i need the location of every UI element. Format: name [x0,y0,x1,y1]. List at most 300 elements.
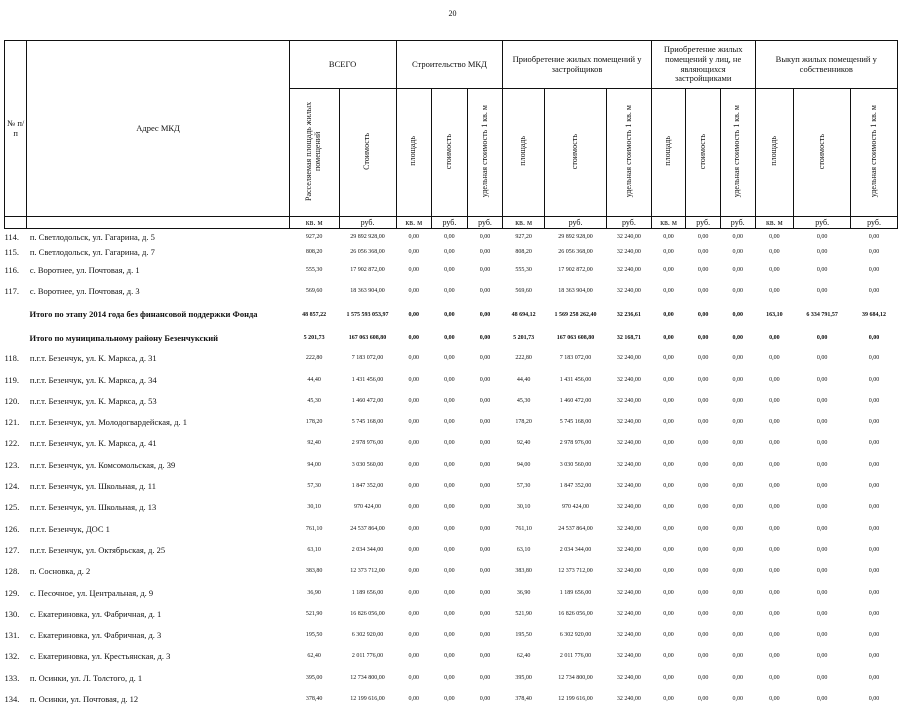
row-value: 63,10 [307,546,321,553]
row-address: с. Екатериновка, ул. Фабричная, д. 3 [29,630,162,641]
row-value: 0,00 [697,504,709,511]
row-value: 0,00 [816,695,828,702]
row-address: п.г.т. Безенчук, ул. К. Маркса, д. 31 [29,353,157,364]
row-number: 119. [4,374,20,385]
row-value: 0,00 [816,355,828,362]
row-value: 0,00 [663,440,674,447]
row-value: 0,00 [408,589,420,596]
row-number: 134. [4,693,20,704]
row-address: с. Воротнее, ул. Почтовая, д. 1 [29,264,140,275]
subheader-label: стоимость [697,133,707,169]
row-number: 127. [4,544,20,555]
row-value: 0,00 [769,248,780,255]
row-value: 0,00 [408,233,420,240]
row-value: 1 847 352,00 [351,483,384,490]
row-value: 2 978 976,00 [559,440,592,447]
subheader-3 [432,89,468,217]
row-value: 0,00 [816,653,828,660]
row-value: 222,80 [515,355,532,362]
row-value: 0,00 [444,376,455,383]
row-number: 128. [4,566,20,577]
row-value: 5 745 168,00 [559,419,592,426]
row-value: 195,50 [515,632,532,639]
row-value: 555,30 [515,266,532,273]
row-value: 62,40 [307,653,321,660]
row-value: 521,90 [305,610,323,617]
row-value: 0,00 [868,589,880,596]
row-address: с. Екатериновка, ул. Фабричная, д. 1 [29,608,162,619]
row-value: 0,00 [732,376,743,383]
row-value: 12 734 800,00 [350,674,385,681]
subtotal-value: 0,00 [697,311,709,318]
row-value: 2 034 344,00 [351,546,384,553]
header-num: № п/п [5,41,27,217]
row-value: 569,60 [305,287,323,294]
subheader-label: стоимость [570,133,580,169]
row-address: п.г.т. Безенчук, ул. Октябрьская, д. 25 [29,544,166,555]
row-value: 0,00 [816,483,828,490]
table-row [5,603,898,624]
table-row [5,518,898,539]
row-value: 1 460 472,00 [351,397,384,404]
row-value: 63,10 [516,546,531,553]
row-value: 44,40 [516,376,531,383]
row-value: 1 847 352,00 [559,483,592,490]
row-value: 927,20 [515,233,532,240]
row-value: 178,20 [515,419,532,426]
row-value: 0,00 [479,483,491,490]
subheader-5 [503,89,545,217]
row-value: 0,00 [697,483,709,490]
subheader-2 [396,89,432,217]
row-value: 0,00 [868,653,880,660]
row-value: 1 431 456,00 [559,376,592,383]
row-value: 808,20 [515,248,532,255]
row-value: 0,00 [732,674,743,681]
row-value: 0,00 [816,419,828,426]
row-value: 0,00 [732,653,743,660]
subheader-label: Расселяемая площадь жилых помещений [304,101,323,201]
row-value: 29 892 928,00 [350,233,385,240]
row-value: 0,00 [479,355,491,362]
row-value: 0,00 [732,440,743,447]
row-value: 0,00 [697,376,709,383]
row-address: п. Осинки, ул. Л. Толстого, д. 1 [29,672,143,683]
row-value: 0,00 [479,397,491,404]
row-address: п.г.т. Безенчук, ул. Комсомольская, д. 39 [29,459,176,470]
row-value: 927,20 [305,233,323,240]
row-value: 0,00 [816,568,828,575]
subheader-label: удельная стоимость 1 кв. м [479,105,489,198]
row-value: 32 240,00 [616,610,641,617]
row-value: 12 199 616,00 [558,695,593,702]
row-value: 0,00 [769,376,780,383]
row-value: 2 034 344,00 [559,546,592,553]
row-value: 0,00 [868,440,880,447]
row-value: 0,00 [868,525,880,532]
row-value: 0,00 [663,355,674,362]
row-value: 32 240,00 [616,266,641,273]
row-value: 0,00 [444,266,455,273]
row-number: 126. [4,523,20,534]
row-value: 32 240,00 [616,248,641,255]
row-value: 0,00 [697,653,709,660]
row-value: 0,00 [732,546,743,553]
row-value: 0,00 [816,610,828,617]
row-value: 0,00 [663,653,674,660]
row-value: 0,00 [479,504,491,511]
row-value: 26 056 368,00 [558,248,593,255]
subheader-label: площадь [663,136,673,166]
row-number: 131. [4,630,20,641]
table-row [5,624,898,645]
row-value: 0,00 [408,653,420,660]
subtotal-value: 0,00 [732,311,743,318]
row-value: 0,00 [408,525,420,532]
subheader-9 [686,89,721,217]
row-address: п. Осинки, ул. Почтовая, д. 12 [29,693,139,704]
row-value: 3 030 560,00 [351,461,384,468]
row-value: 1 460 472,00 [559,397,592,404]
header-group-buyout: Выкуп жилых помещений у собственников [755,41,897,89]
row-value: 0,00 [663,287,674,294]
row-value: 395,00 [515,674,532,681]
row-value: 0,00 [697,287,709,294]
table-row [5,411,898,432]
subtotal-value: 48 857,22 [302,311,327,318]
row-value: 0,00 [868,632,880,639]
unit-label: руб. [794,217,851,229]
row-value: 32 240,00 [616,419,641,426]
subtotal-value: 0,00 [769,334,780,341]
unit-label: кв. м [651,217,686,229]
row-value: 0,00 [408,419,420,426]
row-value: 92,40 [516,440,531,447]
row-value: 0,00 [868,461,880,468]
row-value: 0,00 [408,376,420,383]
row-value: 1 189 656,00 [559,589,592,596]
row-value: 555,30 [305,266,323,273]
row-value: 0,00 [816,440,828,447]
row-value: 0,00 [868,695,880,702]
row-value: 0,00 [769,525,780,532]
row-address: п.г.т. Безенчук, ул. К. Маркса, д. 34 [29,374,157,385]
table-row [5,582,898,603]
row-value: 17 902 872,00 [558,266,593,273]
row-value: 32 240,00 [616,525,641,532]
row-value: 36,90 [516,589,531,596]
row-value: 32 240,00 [616,674,641,681]
row-value: 0,00 [479,461,491,468]
table-row [5,454,898,475]
row-value: 0,00 [732,461,743,468]
row-value: 0,00 [697,589,709,596]
row-value: 0,00 [769,266,780,273]
subheader-label: площадь [518,136,528,166]
subtotal-value: 0,00 [816,334,828,341]
row-value: 0,00 [769,461,780,468]
row-value: 0,00 [769,287,780,294]
row-value: 0,00 [444,504,455,511]
subtotal-value: 1 575 593 053,97 [346,311,389,318]
row-value: 0,00 [816,504,828,511]
row-value: 222,80 [305,355,323,362]
row-value: 0,00 [868,355,880,362]
subheader-label: удельная стоимость 1 кв. м [623,105,633,198]
row-value: 0,00 [816,233,828,240]
row-value: 0,00 [769,674,780,681]
subheader-10 [720,89,755,217]
row-value: 0,00 [868,674,880,681]
row-value: 970 424,00 [354,504,382,511]
row-value: 26 056 368,00 [350,248,385,255]
subtotal-value: 39 684,12 [862,311,887,318]
row-value: 0,00 [732,355,743,362]
row-value: 30,10 [307,504,321,511]
subheader-label: площадь [768,136,778,166]
row-value: 0,00 [868,504,880,511]
row-value: 32 240,00 [616,397,641,404]
row-value: 0,00 [697,546,709,553]
row-value: 0,00 [479,589,491,596]
row-value: 0,00 [408,248,420,255]
row-value: 0,00 [697,568,709,575]
row-value: 0,00 [732,248,743,255]
row-value: 32 240,00 [616,233,641,240]
row-value: 378,40 [515,695,532,702]
row-value: 6 302 920,00 [559,632,592,639]
row-address: с. Песочное, ул. Центральная, д. 9 [29,587,154,598]
row-value: 32 240,00 [616,461,641,468]
row-value: 0,00 [663,504,674,511]
row-value: 0,00 [479,233,491,240]
unit-label: руб. [720,217,755,229]
row-value: 0,00 [697,440,709,447]
row-value: 12 734 800,00 [558,674,593,681]
row-value: 0,00 [408,568,420,575]
row-value: 32 240,00 [616,376,641,383]
row-value: 94,00 [307,461,321,468]
row-value: 0,00 [868,568,880,575]
row-value: 32 240,00 [616,440,641,447]
row-value: 0,00 [868,610,880,617]
row-value: 2 978 976,00 [351,440,384,447]
row-value: 1 189 656,00 [351,589,384,596]
row-value: 0,00 [479,525,491,532]
row-number: 125. [4,502,20,513]
unit-label: кв. м [503,217,545,229]
row-number: 129. [4,587,20,598]
subtotal-value: 0,00 [868,334,880,341]
unit-label: кв. м [755,217,794,229]
subtotal-value: 0,00 [479,311,491,318]
row-value: 0,00 [868,233,880,240]
row-value: 0,00 [663,376,674,383]
subtotal-row [5,328,898,348]
row-value: 521,90 [515,610,532,617]
row-value: 0,00 [868,266,880,273]
subheader-12 [794,89,851,217]
row-value: 24 537 864,00 [558,525,593,532]
table-row [5,688,898,709]
row-value: 32 240,00 [616,546,641,553]
row-value: 32 240,00 [616,287,641,294]
subtotal-value: 167 063 608,80 [556,334,595,341]
row-value: 0,00 [697,610,709,617]
row-value: 0,00 [697,233,709,240]
row-value: 378,40 [305,695,323,702]
row-value: 32 240,00 [616,653,641,660]
row-value: 16 826 056,00 [558,610,593,617]
row-value: 0,00 [408,504,420,511]
subheader-label: Стоимость [362,132,372,170]
row-value: 0,00 [479,568,491,575]
header-group-construction: Строительство МКД [396,41,503,89]
row-number: 120. [4,395,20,406]
subtotal-value: 0,00 [444,311,455,318]
row-value: 569,60 [515,287,532,294]
header-group-non-developers: Приобретение жилых помещений у лиц, не являющихся застройщиками [651,41,755,89]
subheader-label: удельная стоимость 1 кв. м [868,105,878,198]
row-value: 0,00 [479,695,491,702]
row-value: 0,00 [663,568,674,575]
row-value: 0,00 [444,355,455,362]
row-number: 123. [4,459,20,470]
row-value: 0,00 [697,355,709,362]
subheader-1 [339,89,396,217]
row-value: 57,30 [516,483,531,490]
row-value: 1 431 456,00 [351,376,384,383]
table-row [5,561,898,582]
row-value: 0,00 [816,287,828,294]
row-value: 0,00 [408,695,420,702]
row-value: 0,00 [769,504,780,511]
row-value: 32 240,00 [616,568,641,575]
row-value: 383,80 [305,568,323,575]
row-value: 0,00 [769,419,780,426]
subheader-13 [851,89,898,217]
row-value: 0,00 [732,568,743,575]
subtotal-value: 163,10 [766,311,783,318]
row-address: с. Екатериновка, ул. Крестьянская, д. 3 [29,651,171,662]
row-value: 0,00 [408,266,420,273]
row-value: 0,00 [479,440,491,447]
row-address: п. Светлодольск, ул. Гагарина, д. 7 [29,246,155,257]
row-value: 0,00 [444,525,455,532]
row-value: 0,00 [732,525,743,532]
row-address: п.г.т. Безенчук, ул. К. Маркса, д. 53 [29,395,157,406]
row-value: 0,00 [769,695,780,702]
row-value: 18 363 904,00 [350,287,385,294]
subtotal-value: 48 694,12 [511,311,536,318]
row-value: 970 424,00 [562,504,590,511]
unit-label: руб. [607,217,652,229]
row-value: 7 183 072,00 [351,355,384,362]
row-value: 0,00 [732,589,743,596]
subtotal-row [5,302,898,328]
subtotal-value: 1 569 258 262,40 [554,311,597,318]
row-value: 0,00 [769,546,780,553]
row-value: 0,00 [663,525,674,532]
table-row [5,475,898,496]
row-value: 0,00 [769,610,780,617]
row-value: 45,30 [307,397,321,404]
row-value: 0,00 [444,440,455,447]
row-value: 0,00 [769,233,780,240]
row-value: 0,00 [732,483,743,490]
row-value: 62,40 [516,653,531,660]
row-value: 0,00 [479,632,491,639]
row-value: 0,00 [732,287,743,294]
subheader-6 [545,89,607,217]
row-value: 2 011 776,00 [559,653,592,660]
subtotal-value: 5 201,73 [513,334,535,341]
subtotal-value: 0,00 [663,334,674,341]
row-number: 117. [4,285,20,296]
row-value: 0,00 [697,525,709,532]
row-value: 0,00 [816,248,828,255]
row-value: 0,00 [816,674,828,681]
row-value: 6 302 920,00 [351,632,384,639]
header-address: Адрес МКД [27,41,289,217]
row-value: 0,00 [663,461,674,468]
subheader-8 [651,89,686,217]
subheader-label: удельная стоимость 1 кв. м [732,105,742,198]
row-value: 0,00 [663,233,674,240]
row-number: 116. [4,264,20,275]
row-number: 122. [4,438,20,449]
row-value: 0,00 [732,397,743,404]
row-value: 0,00 [663,674,674,681]
subtotal-value: 0,00 [732,334,743,341]
unit-label: руб. [851,217,898,229]
housing-relocation-table [4,40,898,710]
row-value: 0,00 [444,233,455,240]
row-number: 133. [4,672,20,683]
subtotal-value: 0,00 [408,311,420,318]
row-value: 0,00 [408,610,420,617]
row-value: 0,00 [479,266,491,273]
row-value: 0,00 [663,546,674,553]
row-value: 94,00 [516,461,531,468]
table-row [5,259,898,280]
row-value: 0,00 [444,397,455,404]
row-value: 7 183 072,00 [559,355,592,362]
unit-label: руб. [545,217,607,229]
row-value: 29 892 928,00 [558,233,593,240]
row-value: 0,00 [816,397,828,404]
row-value: 0,00 [408,397,420,404]
subheader-11 [755,89,794,217]
row-value: 0,00 [868,546,880,553]
row-value: 17 902 872,00 [350,266,385,273]
row-value: 0,00 [769,632,780,639]
subtotal-value: 5 201,73 [303,334,325,341]
row-value: 0,00 [816,461,828,468]
row-value: 16 826 056,00 [350,610,385,617]
row-value: 12 199 616,00 [350,695,385,702]
table-row [5,229,898,245]
row-value: 0,00 [769,568,780,575]
row-value: 18 363 904,00 [558,287,593,294]
header-group-developers: Приобретение жилых помещений у застройщиков [503,41,651,89]
row-number: 121. [4,417,20,428]
row-value: 0,00 [816,376,828,383]
table-row [5,369,898,390]
row-value: 0,00 [444,695,455,702]
row-value: 45,30 [516,397,531,404]
row-value: 395,00 [305,674,323,681]
